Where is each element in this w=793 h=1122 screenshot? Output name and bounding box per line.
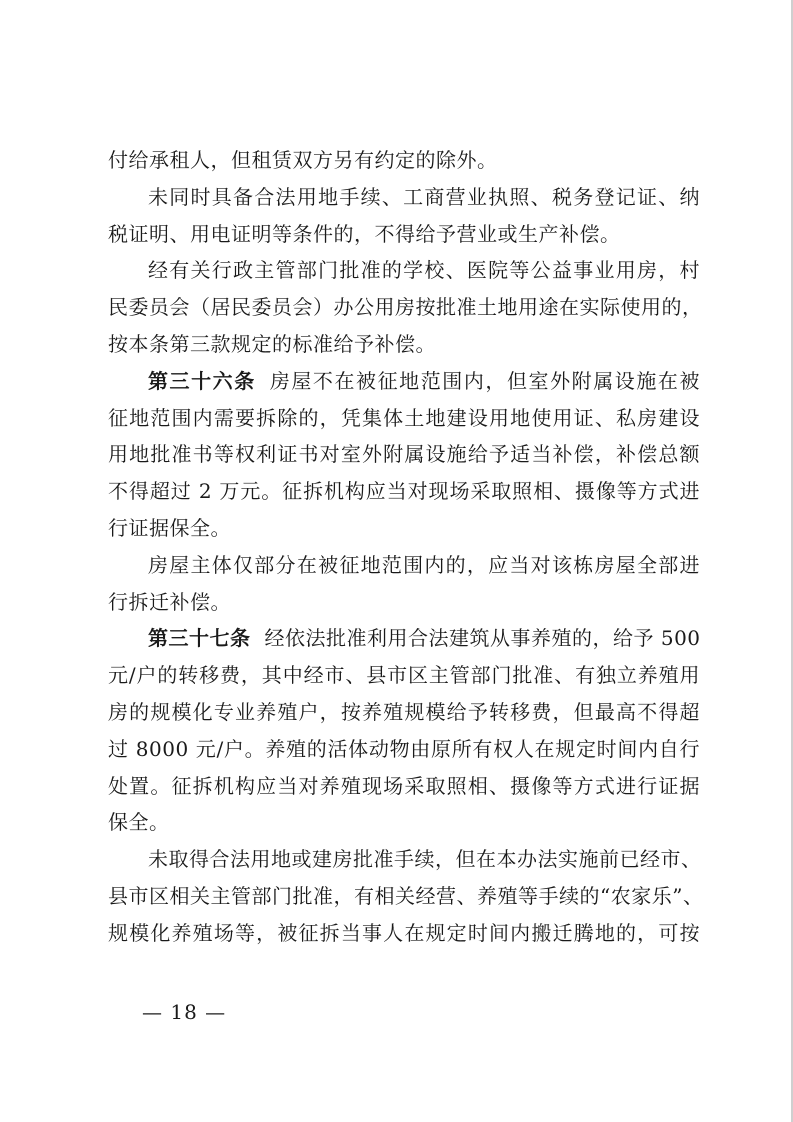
text-line: 过 8000 元/户。养殖的活体动物由原所有权人在规定时间内自行 [108,736,700,761]
text-line: 房屋主体仅部分在被征地范围内的，应当对该栋房屋全部进 [148,552,700,577]
article-36-label: 第三十六条 [148,368,256,393]
text-line: 未取得合法用地或建房批准手续，但在本办法实施前已经市、 [148,847,702,872]
text-line: 房的规模化专业养殖户，按养殖规模给予转移费，但最高不得超 [108,699,700,724]
text-line: 经依法批准利用合法建筑从事养殖的，给予 500 [264,626,701,651]
text-line: 房屋不在被征地范围内，但室外附属设施在被 [269,368,700,393]
article-37-first-line [108,620,700,657]
text-line: 民委员会（居民委员会）办公用房按批准土地用途在实际使用的， [108,295,703,320]
text-line: 未同时具备合法用地手续、工商营业执照、税务登记证、纳 [148,184,700,209]
text-line: 县市区相关主管部门批准，有相关经营、养殖等手续的“农家乐”、 [108,883,704,908]
text-line: 税证明、用电证明等条件的，不得给予营业或生产补偿。 [108,221,621,246]
text-line: 经有关行政主管部门批准的学校、医院等公益事业用房，村 [148,258,700,283]
text-line: 不得超过 2 万元。征拆机构应当对现场采取照相、摄像等方式进 [108,479,700,504]
article-37-label: 第三十七条 [148,626,251,651]
text-line: 行拆迁补偿。 [108,589,231,614]
text-line: 付给承租人，但租赁双方另有约定的除外。 [108,148,498,172]
text-line: 用地批准书等权利证书对室外附属设施给予适当补偿，补偿总额 [108,442,700,467]
text-line: 按本条第三款规定的标准给予补偿。 [108,331,436,356]
text-line: 征地范围内需要拆除的，凭集体土地建设用地使用证、私房建设 [108,405,700,430]
article-36-first-line [108,363,700,400]
page-number: — 18 — [142,1000,227,1024]
document-body [108,142,704,952]
text-line: 行证据保全。 [108,515,231,540]
text-line: 规模化养殖场等，被征拆当事人在规定时间内搬迁腾地的，可按 [108,920,700,945]
text-line: 保全。 [108,810,170,835]
text-line: 元/户的转移费，其中经市、县市区主管部门批准、有独立养殖用 [108,663,700,688]
text-line: 处置。征拆机构应当对养殖现场采取照相、摄像等方式进行证据 [108,773,700,798]
